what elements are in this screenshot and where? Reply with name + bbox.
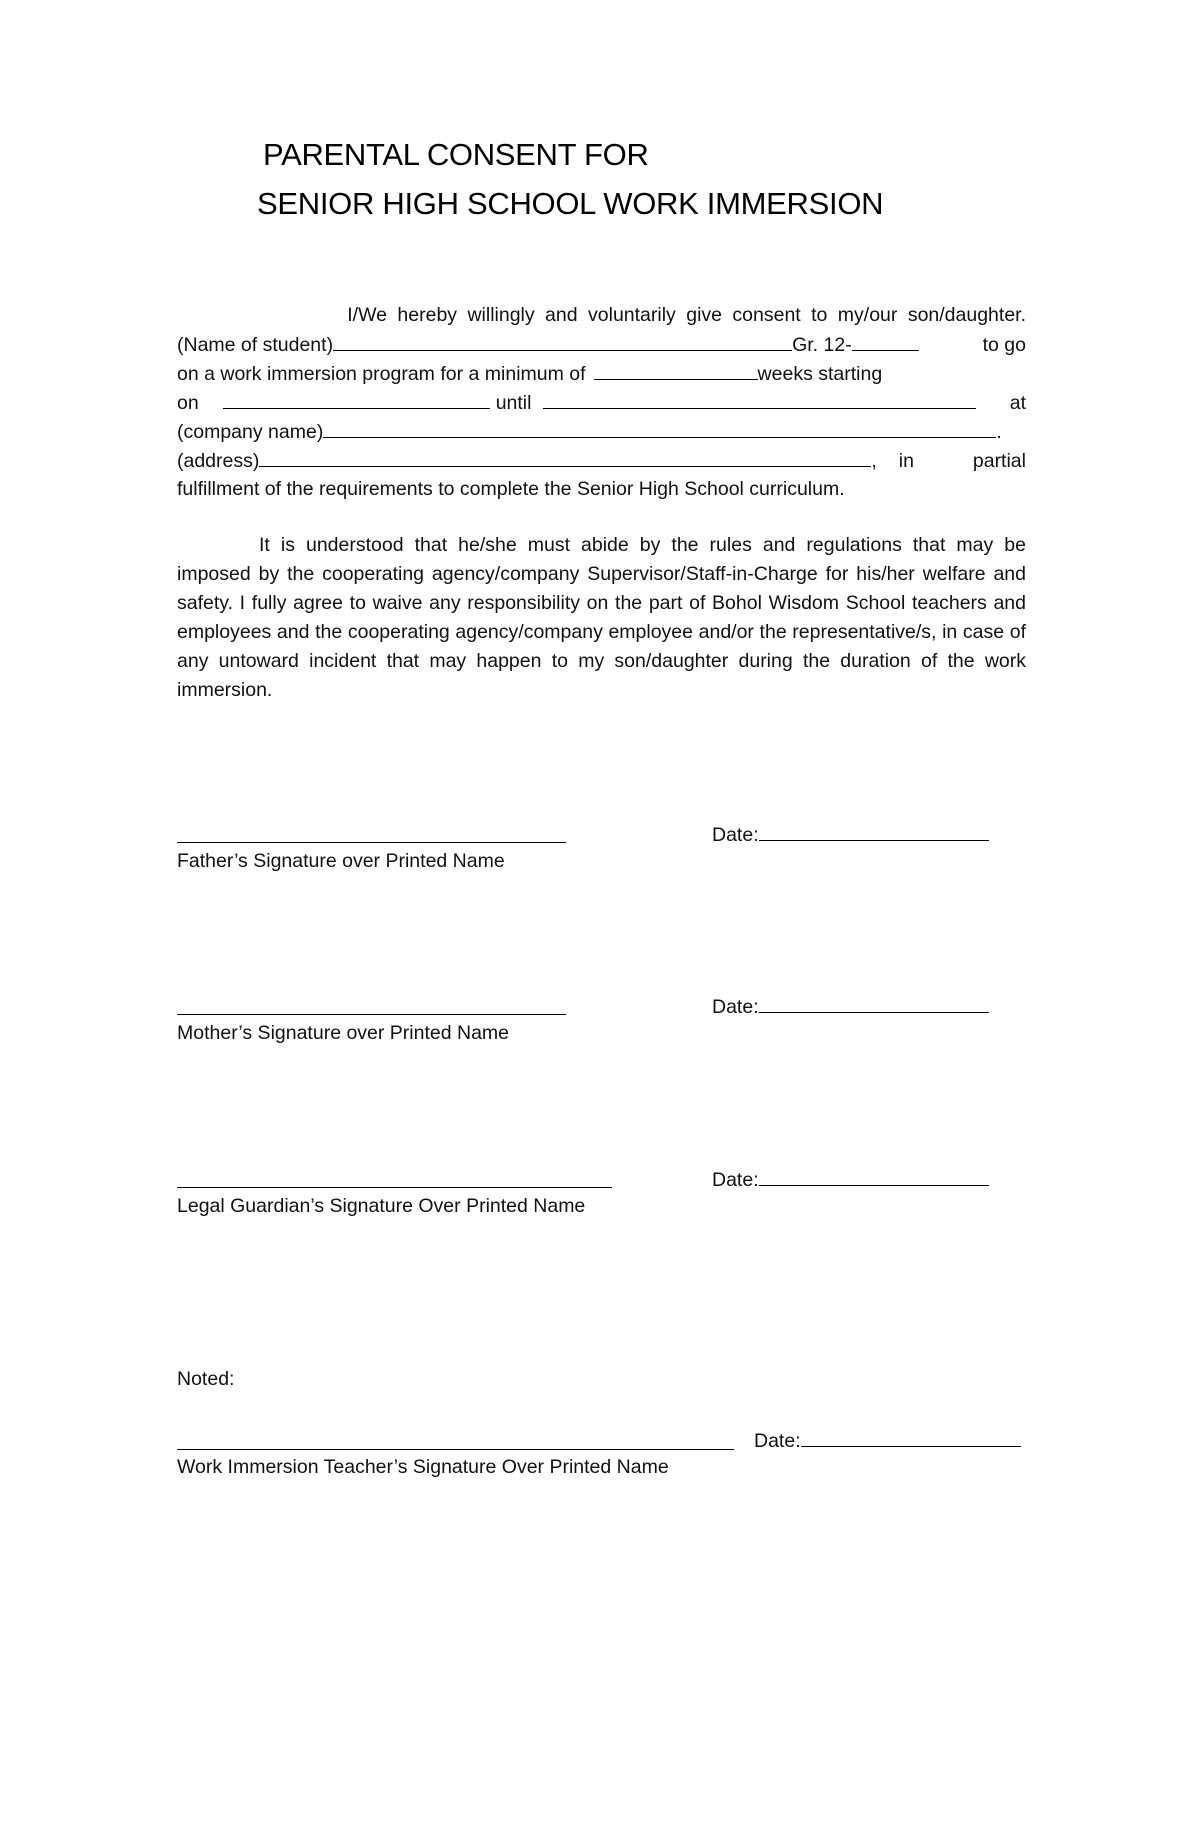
- guardian-signature-line[interactable]: [177, 1187, 612, 1188]
- to-go-text: to go: [982, 334, 1026, 356]
- program-text: on a work immersion program for a minimum of: [177, 363, 586, 385]
- end-date-field[interactable]: [543, 388, 976, 409]
- company-line: [177, 417, 1026, 446]
- grade-label: Gr. 12-: [792, 334, 852, 356]
- teacher-signature-label: Work Immersion Teacher’s Signature Over Printed Name: [177, 1456, 669, 1478]
- program-line: [177, 359, 1026, 388]
- company-name-label: (company name): [177, 421, 324, 443]
- noted-label: Noted:: [177, 1368, 235, 1390]
- address-line: [177, 446, 1026, 475]
- weeks-starting-text: weeks starting: [757, 363, 883, 385]
- form-title-line-2: SENIOR HIGH SCHOOL WORK IMMERSION: [257, 186, 884, 221]
- mother-date: [712, 994, 989, 1019]
- company-end-text: .: [996, 421, 1002, 443]
- guardian-date-field[interactable]: [759, 1167, 989, 1186]
- start-date-field[interactable]: [223, 388, 490, 409]
- fulfillment-line: [177, 475, 1026, 504]
- at-text: at: [1009, 392, 1026, 414]
- until-text: until: [495, 392, 532, 414]
- father-signature-label: Father’s Signature over Printed Name: [177, 850, 505, 872]
- partial-text: partial: [972, 450, 1026, 472]
- address-end-text: ,: [871, 450, 877, 472]
- student-line: [177, 330, 1026, 359]
- mother-date-label: Date:: [712, 996, 759, 1018]
- mother-signature-label: Mother’s Signature over Printed Name: [177, 1022, 510, 1044]
- weeks-field[interactable]: [594, 359, 758, 380]
- teacher-signature-line[interactable]: [177, 1449, 734, 1450]
- student-name-label: (Name of student): [177, 334, 334, 356]
- consent-opening-line: [177, 301, 1026, 330]
- student-name-field[interactable]: [333, 330, 792, 351]
- teacher-date-label: Date:: [754, 1430, 801, 1452]
- address-label: (address): [177, 450, 260, 472]
- father-signature-line[interactable]: [177, 842, 566, 843]
- father-date: [712, 822, 989, 847]
- guardian-date-label: Date:: [712, 1169, 759, 1191]
- mother-signature-line[interactable]: [177, 1014, 566, 1015]
- grade-section-field[interactable]: [852, 330, 919, 351]
- teacher-date: [754, 1428, 1021, 1453]
- dates-line: [177, 388, 1026, 417]
- father-date-field[interactable]: [759, 822, 989, 841]
- mother-date-field[interactable]: [759, 994, 989, 1013]
- consent-opening-text: I/We hereby willingly and voluntarily give consent to my/our son/daughter.: [347, 304, 1026, 326]
- teacher-date-field[interactable]: [801, 1428, 1021, 1447]
- father-date-label: Date:: [712, 824, 759, 846]
- guardian-signature-label: Legal Guardian’s Signature Over Printed Name: [177, 1195, 586, 1217]
- address-field[interactable]: [259, 446, 871, 467]
- fulfillment-text: fulfillment of the requirements to complete the Senior High School curriculum.: [177, 478, 845, 500]
- in-text: in: [898, 450, 914, 472]
- company-name-field[interactable]: [323, 417, 996, 438]
- on-text: on: [177, 392, 199, 414]
- form-title-line-1: PARENTAL CONSENT FOR: [263, 137, 649, 172]
- understanding-paragraph: It is understood that he/she must abide by the rules and regulations that may be imposed by the cooperating agency/company Supervisor/Staff-in-Charge for his/her welfare and safety. I fully agree to waive any responsibility on the part of Bohol Wisdom School teachers and employees and the cooperating agency/company employee and/or the representative/s, in case of any untoward incident that may happen to my son/daughter during the duration of the work immersion.: [177, 534, 1026, 701]
- guardian-date: [712, 1167, 989, 1192]
